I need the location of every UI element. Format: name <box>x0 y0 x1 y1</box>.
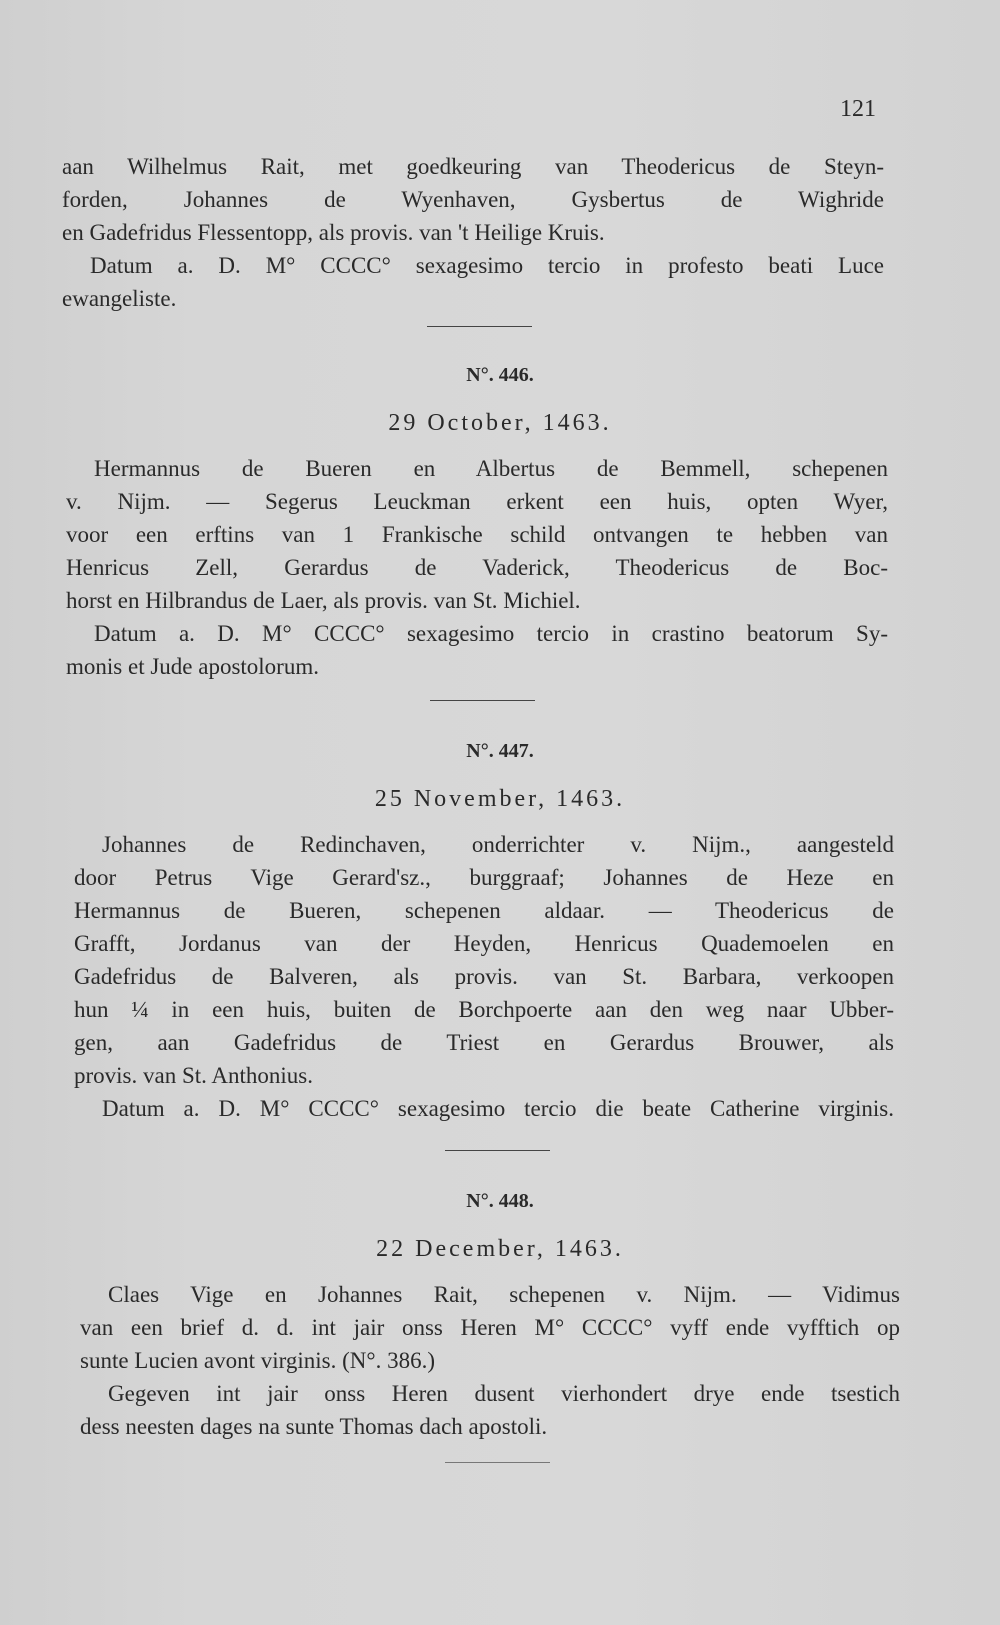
text-line: Gadefridus de Balveren, als provis. van St. Barbara, verkoopen <box>74 964 894 989</box>
text-line: Henricus Zell, Gerardus de Vaderick, Theodericus de Boc- <box>66 555 888 580</box>
separator-rule <box>427 326 532 327</box>
text-line: sunte Lucien avont virginis. (N°. 386.) <box>80 1348 435 1373</box>
text-line: v. Nijm. — Segerus Leuckman erkent een huis, opten Wyer, <box>66 489 888 514</box>
text-line: voor een erftins van 1 Frankische schild ontvangen te hebben van <box>66 522 888 547</box>
text-line: monis et Jude apostolorum. <box>66 654 319 679</box>
entry-number: N°. 448. <box>466 1190 534 1212</box>
separator-rule <box>430 700 535 701</box>
text-line: Datum a. D. M° CCCC° sexagesimo tercio die beate Catherine virginis. <box>102 1096 894 1121</box>
separator-rule <box>445 1150 550 1151</box>
text-line: ewangeliste. <box>62 286 177 311</box>
entry-date: 22 December, 1463. <box>376 1236 624 1262</box>
entry-number: N°. 447. <box>466 740 534 762</box>
entry-text <box>80 1278 900 1443</box>
text-line: Claes Vige en Johannes Rait, schepenen v. Nijm. — Vidimus <box>108 1282 900 1307</box>
text-line: gen, aan Gadefridus de Triest en Gerardus Brouwer, als <box>74 1030 894 1055</box>
text-line: provis. van St. Anthonius. <box>74 1063 313 1088</box>
text-line: Johannes de Redinchaven, onderrichter v. Nijm., aangesteld <box>102 832 894 857</box>
separator-rule <box>445 1462 550 1463</box>
text-line: en Gadefridus Flessentopp, als provis. van 't Heilige Kruis. <box>62 220 605 245</box>
text-line: Datum a. D. M° CCCC° sexagesimo tercio in profesto beati Luce <box>90 253 884 278</box>
text-line: hun ¼ in een huis, buiten de Borchpoerte aan den weg naar Ubber- <box>74 997 894 1022</box>
text-line: forden, Johannes de Wyenhaven, Gysbertus de Wighride <box>62 187 884 212</box>
page-number: 121 <box>840 96 876 122</box>
intro-paragraph <box>62 150 884 315</box>
entry-date: 29 October, 1463. <box>388 410 612 436</box>
text-line: Datum a. D. M° CCCC° sexagesimo tercio in crastino beatorum Sy- <box>94 621 888 646</box>
entry-date: 25 November, 1463. <box>374 786 626 812</box>
text-line: Hermannus de Bueren en Albertus de Bemmell, schepenen <box>94 456 888 481</box>
text-line: Hermannus de Bueren, schepenen aldaar. — Theodericus de <box>74 898 894 923</box>
entry-number: N°. 446. <box>466 364 534 386</box>
text-line: aan Wilhelmus Rait, met goedkeuring van Theodericus de Steyn- <box>62 154 884 179</box>
text-line: dess neesten dages na sunte Thomas dach apostoli. <box>80 1414 548 1439</box>
text-line: door Petrus Vige Gerard'sz., burggraaf; Johannes de Heze en <box>74 865 894 890</box>
text-line: horst en Hilbrandus de Laer, als provis. van St. Michiel. <box>66 588 581 613</box>
entry-text <box>74 828 894 1125</box>
text-line: van een brief d. d. int jair onss Heren M° CCCC° vyff ende vyfftich op <box>80 1315 900 1340</box>
entry-text <box>66 452 888 683</box>
text-line: Gegeven int jair onss Heren dusent vierhondert drye ende tsestich <box>108 1381 900 1406</box>
text-line: Grafft, Jordanus van der Heyden, Henricus Quademoelen en <box>74 931 894 956</box>
